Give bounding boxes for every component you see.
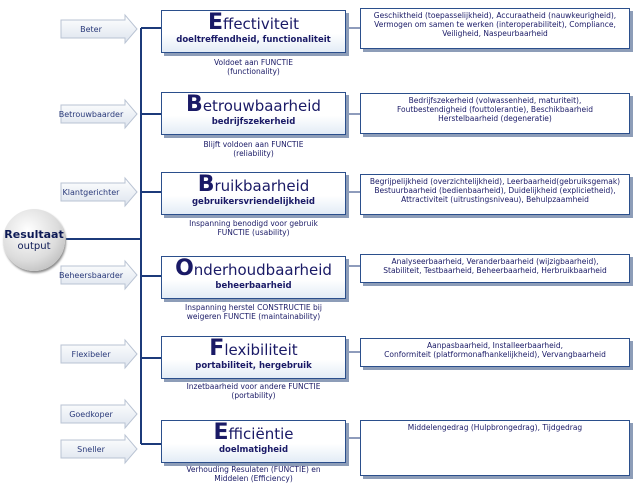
quality-description: Verhouding Resulaten (FUNCTIE) en Middelen (Efficiency) [186,465,321,483]
quality-description: Inspanning herstel CONSTRUCTIE bij weigeren FUNCTIE (maintainability) [185,303,322,321]
quality-box-efficientie [161,420,346,463]
quality-title-rest: etrouwbaarheid [202,97,321,115]
quality-box-bruikbaarheid [161,172,346,215]
arrow-label-klantgerichter: Klantgerichter [62,187,120,197]
quality-description: Blijft voldoen aan FUNCTIE (reliability) [203,140,304,158]
quality-description: Voldoet aan FUNCTIE (functionality) [213,58,294,76]
arrow-label-betrouwbaarder: Betrouwbaarder [58,109,124,119]
arrow-label-beheersbaarder: Beheersbaarder [58,270,124,280]
quality-initial: E [213,420,229,445]
result-output-node [3,209,65,271]
quality-title-rest: fficiëntie [228,425,294,443]
quality-subtitle: portabiliteit, hergebruik [195,361,312,371]
quality-title-rest: nderhoudbaarheid [193,261,332,279]
subcharacteristics-box: Begrijpelijkheid (overzichtelijkheid), Leerbaarheid(gebruiksgemak) Bestuurbaarheid (bedienbaarheid), Duidelijkheid (explicietheid), Attractiviteit (uitrustingsniveau), Behulpzaamheid [360,174,630,215]
subcharacteristics-box: Bedrijfszekerheid (volwassenheid, maturiteit), Foutbestendigheid (fouttolerantie), Beschikbaarheid Herstelbaarheid (degeneratie) [360,93,630,134]
quality-initial: B [197,172,215,197]
quality-initial: F [209,336,225,361]
quality-subtitle: doeltreffendheid, functionaliteit [176,35,331,45]
quality-initial: E [207,10,223,35]
quality-box-effectiviteit [161,10,346,53]
subcharacteristics-box: Aanpasbaarheid, Installeerbaarheid, Conformiteit (platformonafhankelijkheid), Vervangbaarheid [360,338,630,367]
quality-title-rest: ruikbaarheid [214,177,310,195]
arrow-label-goedkoper: Goedkoper [69,409,113,419]
arrow-label-flexibeler: Flexibeler [71,349,111,359]
subcharacteristics-box: Analyseerbaarheid, Veranderbaarheid (wijzigbaarheid), Stabiliteit, Testbaarheid, Beheerbaarheid, Herbruikbaarheid [360,254,630,283]
quality-title-rest: lexibiliteit [224,341,298,359]
result-title: Resultaat [4,227,64,241]
arrow-label-beter: Beter [80,24,102,34]
quality-subtitle: bedrijfszekerheid [211,117,296,127]
subcharacteristics-box: Middelengedrag (Hulpbrongedrag), Tijdgedrag [360,420,630,476]
quality-description: Inspanning benodigd voor gebruik FUNCTIE (usability) [189,219,318,237]
quality-initial: O [175,256,194,281]
subcharacteristics-box: Geschiktheid (toepasselijkheid), Accuraatheid (nauwkeurigheid), Vermogen om samen te werken (interoperabiliteit), Compliance, Veiligheid, Naspeurbaarheid [360,8,630,49]
quality-initial: B [186,92,203,117]
quality-box-onderhoudbaarheid [161,256,346,299]
result-subtitle: output [17,240,51,252]
arrow-label-sneller: Sneller [77,444,105,454]
quality-subtitle: doelmatigheid [218,445,289,455]
quality-title-rest: ffectiviteit [222,15,300,33]
quality-description: Inzetbaarheid voor andere FUNCTIE (portability) [186,382,321,400]
quality-box-betrouwbaarheid [161,92,346,135]
quality-subtitle: gebruikersvriendelijkheid [191,197,316,207]
quality-box-flexibiliteit [161,336,346,379]
quality-subtitle: beheerbaarheid [215,281,292,291]
